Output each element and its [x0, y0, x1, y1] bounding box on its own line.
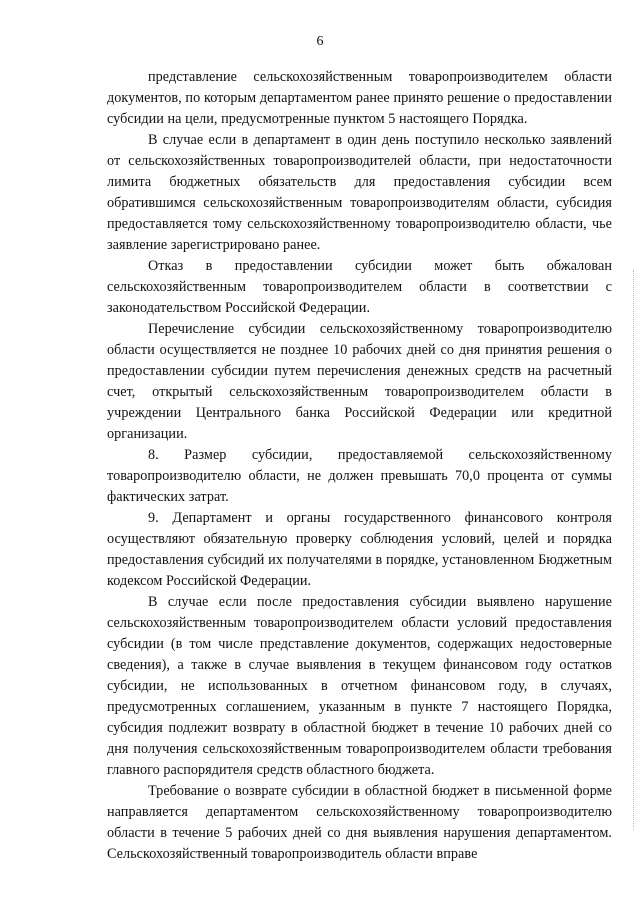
scan-edge-marks — [633, 270, 636, 830]
paragraph-return-requirement: Требование о возврате субсидии в областной бюджет в письменной форме направляется департаментом сельскохозяйственному товаропроизводителю области в течение 5 рабочих дней со дня выявления нарушения департаментом. Сельскохозяйственный товаропроизводитель области вправе — [107, 783, 612, 862]
page-number: 6 — [316, 34, 324, 49]
paragraph-subsidy-transfer: Перечисление субсидии сельскохозяйственному товаропроизводителю области осуществляется не позднее 10 рабочих дней со дня принятия решения о предоставлении субсидии путем перечисления денежных средств на расчетный счет, открытый сельскохозяйственным товаропроизводителем области в учреждении Центрального банка Российской Федерации или кредитной организации. — [107, 321, 612, 442]
paragraph-same-day-applications: В случае если в департамент в один день поступило несколько заявлений от сельскохозяйственных товаропроизводителей области, при недостаточности лимита бюджетных обязательств для предоставления субсидии всем обратившимся сельскохозяйственным товаропроизводителям области, субсидия предоставляется тому сельскохозяйственному товаропроизводителю области, чье заявление зарегистрировано ранее. — [107, 132, 612, 253]
paragraph-item-9: 9. Департамент и органы государственного финансового контроля осуществляют обязательную проверку соблюдения условий, целей и порядка предоставления субсидий их получателями в порядке, установленном Бюджетным кодексом Российской Федерации. — [107, 510, 612, 589]
paragraph-item-8: 8. Размер субсидии, предоставляемой сельскохозяйственному товаропроизводителю области, не должен превышать 70,0 процента от суммы фактических затрат. — [107, 447, 612, 505]
paragraph-violation-return: В случае если после предоставления субсидии выявлено нарушение сельскохозяйственным товаропроизводителем области условий предоставления субсидии (в том числе представление документов, содержащих недостоверные сведения), а также в случае выявления в текущем финансовом году остатков субсидии, не использованных в отчетном финансовом году, в случаях, предусмотренных соглашением, указанным в пункте 7 настоящего Порядка, субсидия подлежит возврату в областной бюджет в течение 10 рабочих дней со дня получения сельскохозяйственным товаропроизводителем области требования главного распорядителя средств областного бюджета. — [107, 594, 612, 778]
paragraph-continuation: представление сельскохозяйственным товаропроизводителем области документов, по которым департаментом ранее принято решение о предоставлении субсидии на цели, предусмотренные пунктом 5 настоящего Порядка. — [107, 69, 612, 127]
document-body — [107, 67, 612, 865]
paragraph-refusal-appeal: Отказ в предоставлении субсидии может быть обжалован сельскохозяйственным товаропроизводителем области в соответствии с законодательством Российской Федерации. — [107, 258, 612, 316]
